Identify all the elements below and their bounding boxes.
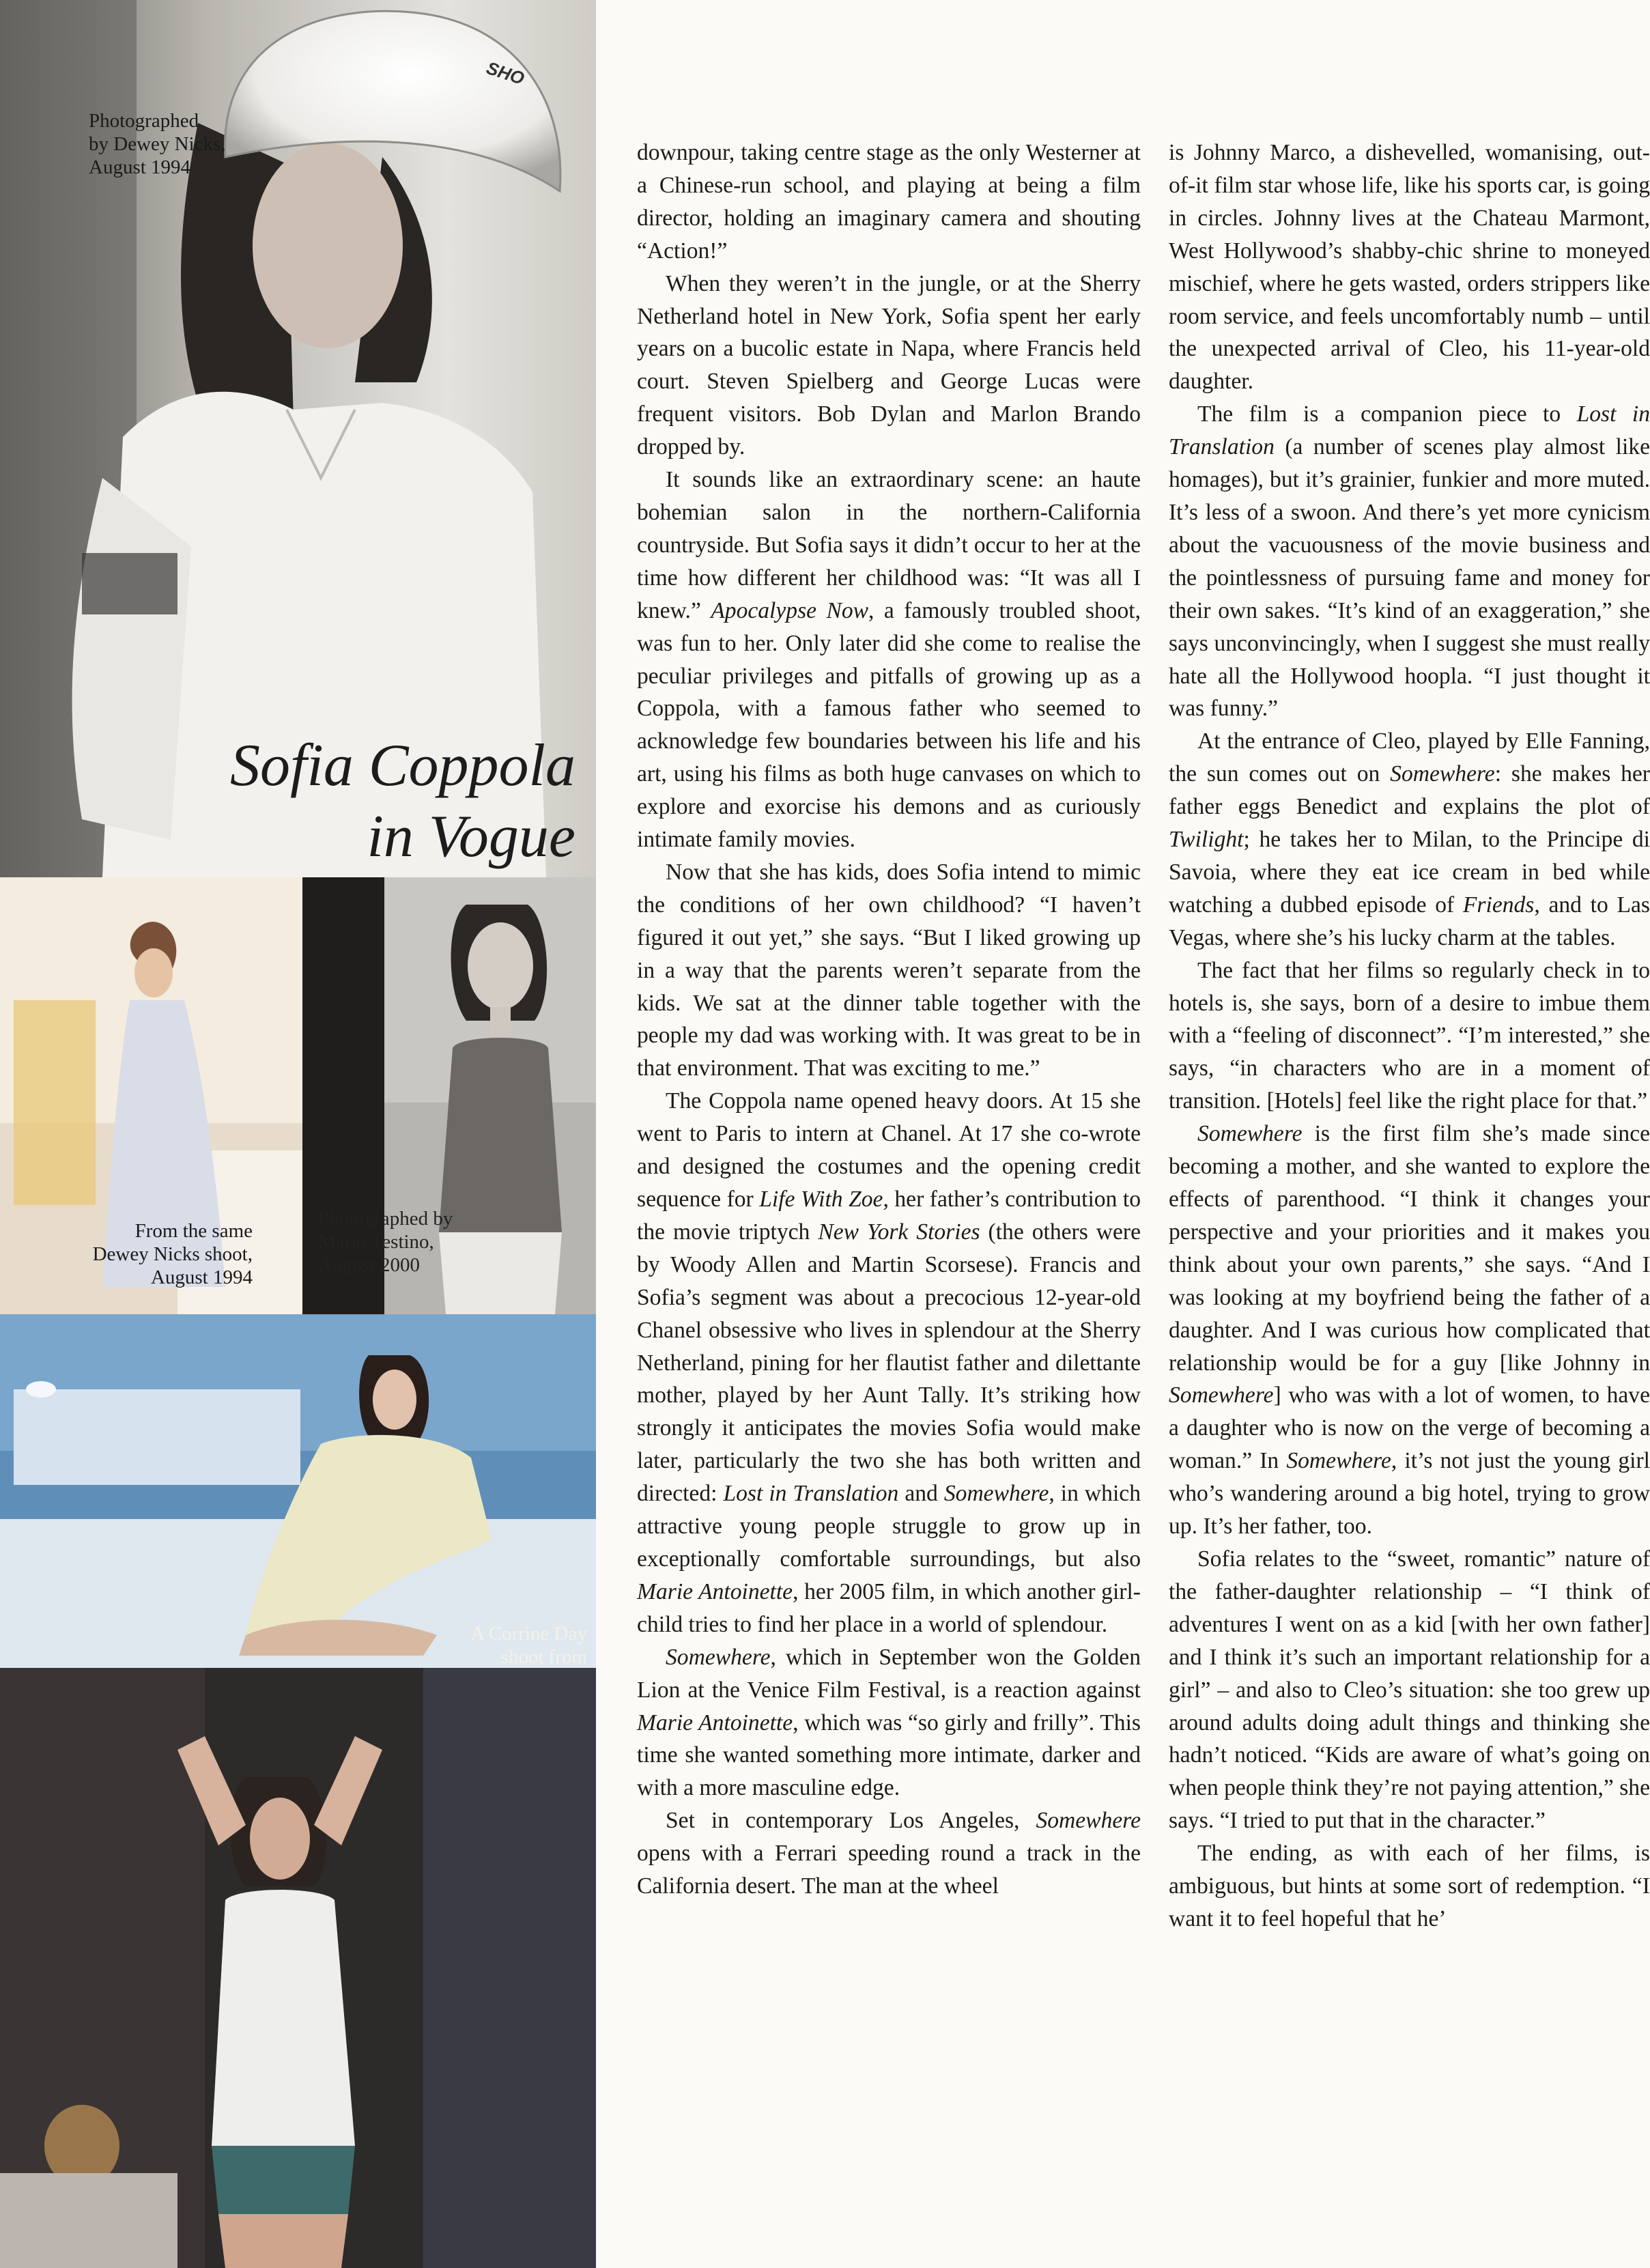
feature-title: [0, 731, 575, 873]
italic-title: Lost in Translation: [723, 1481, 899, 1507]
italic-title: Somewhere: [666, 1644, 771, 1670]
paragraph-text: (a number of scenes play almost like homages), but it’s grainier, funkier and more muted. It’s less of a swoon. And there’s yet more cynicism about the vacuousness of the movie business and the pointlessness of pursuing fame and money for their own sakes. “It’s kind of an exaggeration,” she says unconvincingly, when I suggest she must really hate all the Hollywood hoopla. “I just thought it was funny.”: [1169, 434, 1650, 722]
paragraph-text: opens with a Ferrari speeding round a track in the California desert. The man at the wheel: [637, 1841, 1141, 1899]
caption-right-mid: Photographed by Mario Testino, August 2000: [318, 1208, 453, 1276]
paragraph-text: , a famously troubled shoot, was fun to her. Only later did she come to realise the peculiar privileges and pitfalls of growing up as a Coppola, with a famous father who seemed to acknowledge few boundaries between his life and his art, using his films as both huge canvases on which to explore and exorcise his demons and as curiously intimate family movies.: [637, 597, 1141, 853]
paragraph-text: , it’s not just the young girl who’s wandering around a big hotel, trying to grow up. It’s her father, too.: [1169, 1448, 1650, 1540]
italic-title: Lost in Translation: [1169, 401, 1650, 460]
photo-bed-blue: [0, 1314, 596, 1668]
article-paragraph: [1169, 398, 1650, 725]
feature-title-line1: Sofia Coppola: [229, 733, 575, 799]
feature-title-line2: in Vogue: [367, 804, 575, 870]
italic-title: Friends: [1462, 892, 1535, 918]
italic-title: Somewhere: [1036, 1808, 1141, 1834]
italic-title: Life With Zoe: [759, 1187, 883, 1212]
paragraph-text: , which in September won the Golden Lion at the Venice Film Festival, is a reaction against: [637, 1644, 1141, 1703]
paragraph-text: Now that she has kids, does Sofia intend to mimic the conditions of her own childhood? “I haven’t figured it out yet,” she says. “But I liked growing up in a way that the parents weren’t separate from the kids. We sat at the dinner table together with the people my dad was working with. It was great to be in that environment. That was exciting to me.”: [637, 859, 1141, 1081]
italic-title: New York Stories: [818, 1219, 980, 1245]
paragraph-text: , in which attractive young people struggle to grow up in exceptionally comfortable surroundings, but also: [637, 1481, 1141, 1572]
italic-title: Marie Antoinette: [637, 1710, 793, 1735]
article-paragraph: [1169, 725, 1650, 954]
italic-title: Somewhere: [1197, 1121, 1303, 1147]
paragraph-text: is Johnny Marco, a dishevelled, womanising, out-of-it film star whose life, like his sports car, is going in circles. Johnny lives at the Chateau Marmont, West Hollywood’s shabby-chic shrine to moneyed mischief, where he gets wasted, orders strippers like room service, and feels uncomfortably numb – until the unexpected arrival of Cleo, his 11-year-old daughter.: [1169, 140, 1650, 395]
caption-top: Photographed by Dewey Nicks, August 1994: [89, 110, 226, 178]
article-paragraph: [1169, 1543, 1650, 1837]
paragraph-text: It sounds like an extraordinary scene: an haute bohemian salon in the northern-California countryside. But Sofia says it didn’t occur to her at the time how different her childhood was: “It was all I knew.”: [637, 467, 1141, 623]
paragraph-text: , her 2005 film, in which another girl-child tries to find her place in a world of splendour.: [637, 1578, 1141, 1637]
italic-title: Twilight: [1169, 827, 1244, 853]
article-paragraph: [637, 1641, 1141, 1805]
article-paragraph: [637, 464, 1141, 856]
paragraph-text: downpour, taking centre stage as the only Westerner at a Chinese-run school, and playing at being a film director, holding an imaginary camera and shouting “Action!”: [637, 140, 1141, 264]
article-paragraph: [637, 856, 1141, 1085]
article-paragraph: [1169, 137, 1650, 398]
paragraph-text: The Coppola name opened heavy doors. At 15 she went to Paris to intern at Chanel. At 17 she co-wrote and designed the costumes and the opening credit sequence for: [637, 1088, 1141, 1212]
paragraph-text: Set in contemporary Los Angeles,: [666, 1808, 1036, 1834]
paragraph-text: and: [898, 1481, 944, 1507]
article-paragraph: [1169, 954, 1650, 1118]
italic-title: Apocalypse Now: [711, 597, 869, 623]
article-column-2: [1169, 137, 1650, 2260]
paragraph-text: The film is a companion piece to: [1197, 401, 1577, 427]
paragraph-text: ; he takes her to Milan, to the Principe di Savoia, where they eat ice cream in bed while watching a dubbed episode of: [1169, 827, 1650, 918]
italic-title: Somewhere: [1169, 1383, 1274, 1408]
paragraph-text: ] who was with a lot of women, to have a daughter who is now on the verge of becoming a woman.” In: [1169, 1383, 1650, 1474]
paragraph-text: , her father’s contribution to the movie triptych: [637, 1187, 1141, 1245]
helmet-brand-text: SHO: [483, 57, 527, 89]
article-paragraph: [637, 1085, 1141, 1641]
italic-title: Somewhere: [1286, 1448, 1391, 1474]
italic-title: Somewhere: [1390, 761, 1495, 787]
paragraph-text: , and to Las Vegas, where she’s his lucky charm at the tables.: [1169, 892, 1650, 950]
article-paragraph: [1169, 1837, 1650, 1936]
article-paragraph: [637, 268, 1141, 464]
paragraph-text: The fact that her films so regularly check in to hotels is, she says, born of a desire to imbue them with a “feeling of disconnect”. “I’m interested,” she says, “in characters who are in a moment of transition. [Hotels] feel like the right place for that.”: [1169, 957, 1650, 1114]
paragraph-text: is the first film she’s made since becoming a mother, and she wanted to explore the effects of parenthood. “I think it changes your perspective and your priorities and it makes you think about your own parents,” she says. “And I was looking at my boyfriend being the father of a daughter. And I was curious how complicated that relationship would be for a guy [like Johnny in: [1169, 1121, 1650, 1376]
caption-corrine: A Corrine Day shoot from: [470, 1623, 587, 1668]
paragraph-text: At the entrance of Cleo, played by Elle Fanning, the sun comes out on: [1169, 728, 1650, 787]
photo-white-tank: [0, 1668, 596, 2268]
paragraph-text: Sofia relates to the “sweet, romantic” nature of the father-daughter relationship – “I think of adventures I went on as a kid [with her own father] and I think it’s such an important relationship for a girl” – and also to Cleo’s situation: she too grew up around adults doing adult things and thinking she hadn’t noticed. “Kids are aware of what’s going on when people think they’re not paying attention,” she says. “I tried to put that in the character.”: [1169, 1546, 1650, 1834]
paragraph-text: : she makes her father eggs Benedict and explains the plot of: [1169, 761, 1650, 820]
italic-title: Somewhere: [943, 1481, 1049, 1507]
article-paragraph: [1169, 1118, 1650, 1543]
paragraph-text: (the others were by Woody Allen and Martin Scorsese). Francis and Sofia’s segment was about a precocious 12-year-old Chanel obsessive who lives in splendour at the Sherry Netherland, pining for her flautist father and dilettante mother, played by her Aunt Tally. It’s striking how strongly it anticipates the movies Sofia would make later, particularly the two she has both written and directed:: [637, 1219, 1141, 1507]
paragraph-text: When they weren’t in the jungle, or at the Sherry Netherland hotel in New York, Sofia spent her early years on a bucolic estate in Napa, where Francis held court. Steven Spielberg and George Lucas were frequent visitors. Bob Dylan and Marlon Brando dropped by.: [637, 270, 1141, 460]
article-paragraph: [637, 1804, 1141, 1903]
paragraph-text: The ending, as with each of her films, is ambiguous, but hints at some sort of redemption. “I want it to feel hopeful that he’: [1169, 1841, 1650, 1931]
caption-left-mid: From the same Dewey Nicks shoot, August 1994: [92, 1220, 253, 1288]
italic-title: Marie Antoinette: [637, 1578, 793, 1604]
article-paragraph: [637, 137, 1141, 268]
paragraph-text: , which was “so girly and frilly”. This time she wanted something more intimate, darker and with a more masculine edge.: [637, 1710, 1141, 1801]
article-column-1: [637, 137, 1141, 1903]
